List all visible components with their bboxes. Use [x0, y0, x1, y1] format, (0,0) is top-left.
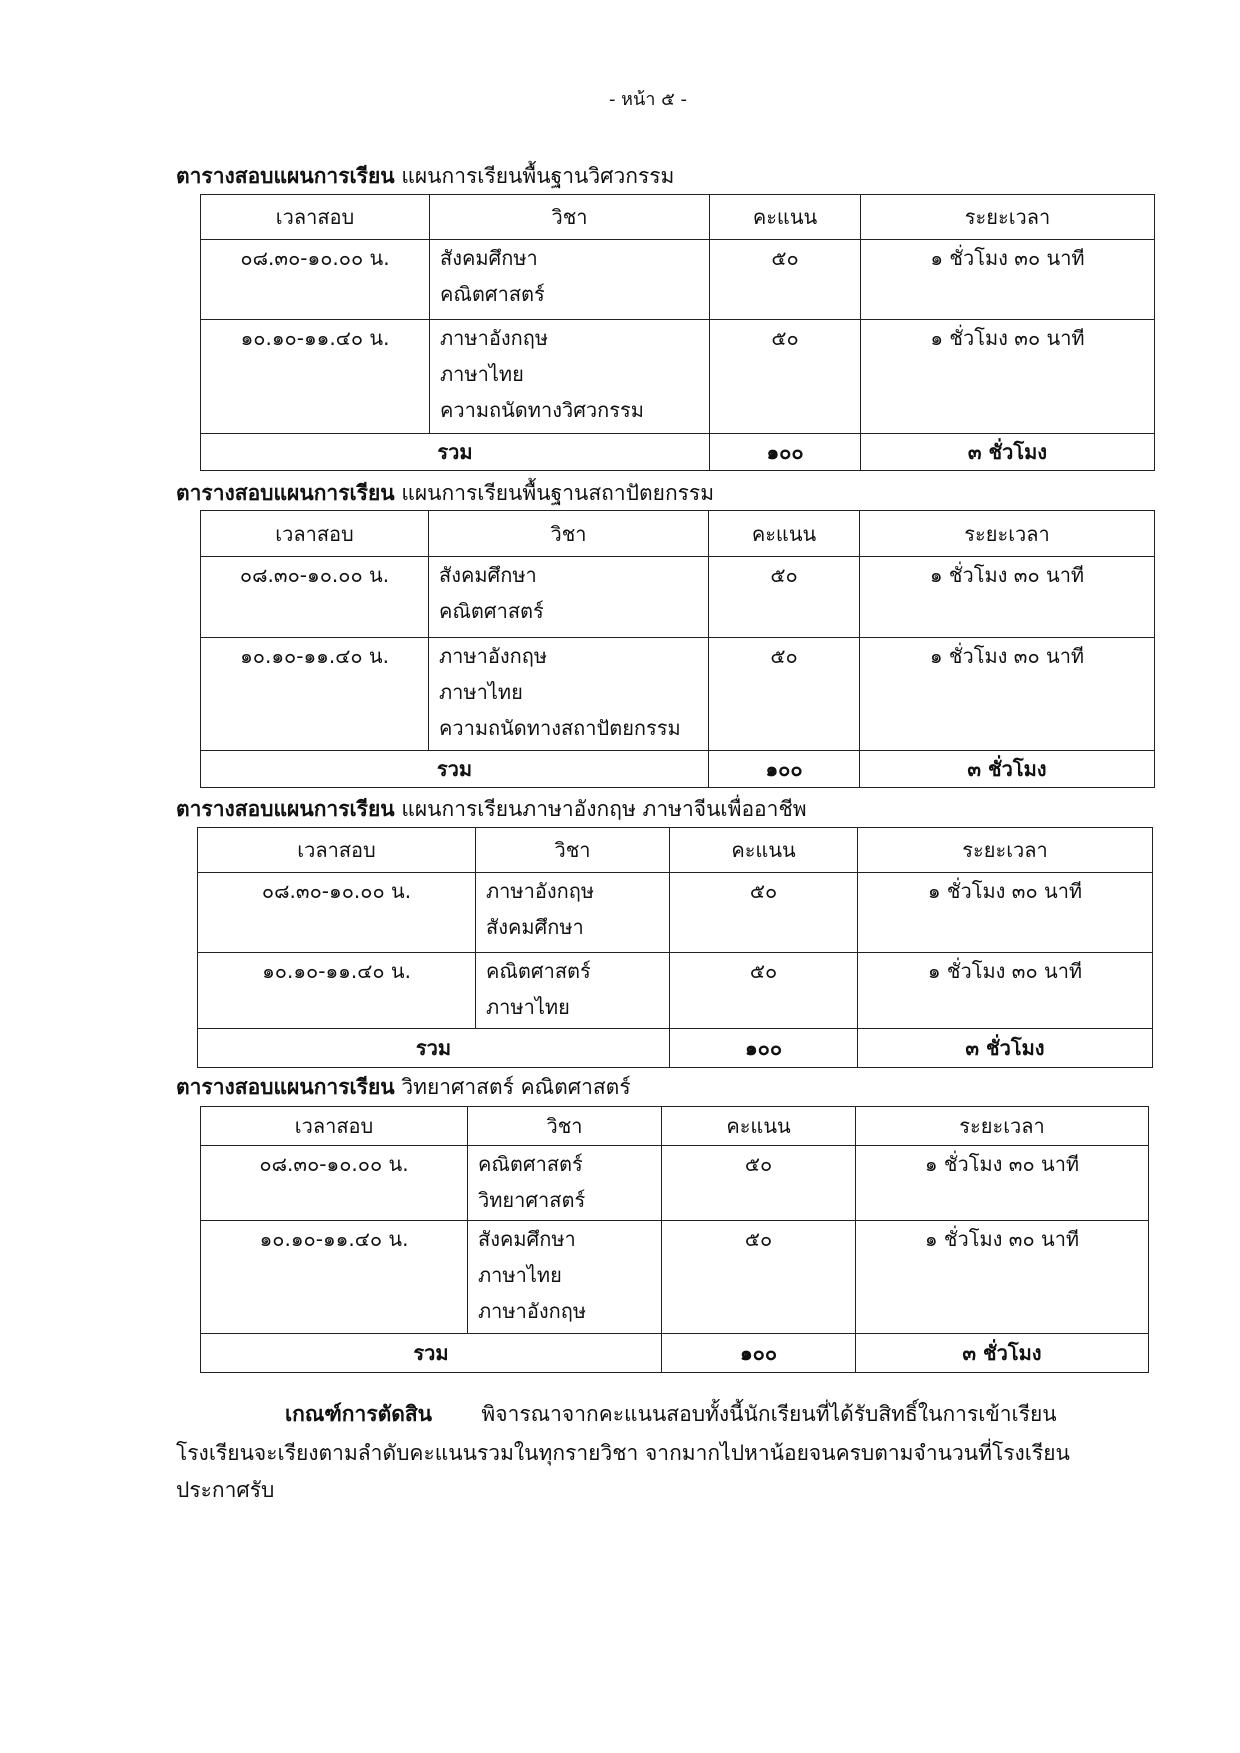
subjects-cell — [476, 953, 670, 1029]
column-header: เวลาสอบ — [201, 511, 429, 557]
subjects-cell — [468, 1221, 662, 1334]
table-header-row — [198, 828, 1153, 873]
subject: สังคมศึกษา — [478, 1227, 576, 1251]
subjects-cell — [430, 240, 710, 320]
duration: ๑ ชั่วโมง ๓๐ นาที — [861, 240, 1155, 320]
criteria-label: เกณฑ์การตัดสิน — [285, 1402, 433, 1426]
duration: ๑ ชั่วโมง ๓๐ นาที — [856, 1146, 1149, 1221]
criteria-text-1: พิจารณาจากคะแนนสอบทั้งนี้นักเรียนที่ได้รับสิทธิ์ในการเข้าเรียน — [481, 1402, 1057, 1426]
subject: สังคมศึกษา — [486, 915, 584, 939]
column-header: เวลาสอบ — [198, 828, 476, 873]
subject: คณิตศาสตร์ — [478, 1152, 583, 1176]
exam-time: ๐๘.๓๐-๑๐.๐๐ น. — [198, 873, 476, 953]
column-header: วิชา — [430, 195, 710, 240]
table-title-plan: แผนการเรียนพื้นฐานสถาปัตยกรรม — [401, 481, 715, 505]
score: ๕๐ — [710, 320, 861, 434]
total-label: รวม — [201, 1334, 662, 1373]
duration: ๑ ชั่วโมง ๓๐ นาที — [858, 873, 1153, 953]
column-header: ระยะเวลา — [861, 195, 1155, 240]
page-number: - หน้า ๕ - — [608, 89, 688, 110]
table-total-row — [201, 751, 1155, 788]
subject: คณิตศาสตร์ — [440, 282, 545, 306]
subjects-cell — [429, 638, 709, 751]
criteria-line-2: โรงเรียนจะเรียงตามลำดับคะแนนรวมในทุกรายวิชา จากมากไปหาน้อยจนครบตามจำนวนที่โรงเรียน — [176, 1441, 1070, 1465]
exam-time: ๑๐.๑๐-๑๑.๔๐ น. — [201, 638, 429, 751]
column-header: คะแนน — [662, 1107, 856, 1146]
table-total-row — [201, 1334, 1149, 1373]
exam-schedule-table — [197, 827, 1153, 1068]
subjects-cell — [476, 873, 670, 953]
table-title — [176, 477, 714, 510]
total-score: ๑๐๐ — [709, 751, 860, 788]
table-title-plan: วิทยาศาสตร์ คณิตศาสตร์ — [401, 1075, 631, 1099]
subject: ภาษาอังกฤษ — [486, 879, 595, 903]
subject: ภาษาไทย — [478, 1263, 562, 1287]
table-row — [198, 953, 1153, 1029]
table-title — [176, 1071, 631, 1104]
subject: สังคมศึกษา — [440, 246, 538, 270]
table-title-label: ตารางสอบแผนการเรียน — [176, 481, 395, 505]
table-title-plan: แผนการเรียนพื้นฐานวิศวกรรม — [401, 164, 675, 188]
subject: ความถนัดทางวิศวกรรม — [440, 398, 644, 422]
column-header: วิชา — [468, 1107, 662, 1146]
table-title-label: ตารางสอบแผนการเรียน — [176, 1075, 395, 1099]
exam-schedule-table — [200, 510, 1155, 788]
table-row — [198, 873, 1153, 953]
score: ๕๐ — [709, 638, 860, 751]
total-duration: ๓ ชั่วโมง — [860, 751, 1155, 788]
exam-time: ๑๐.๑๐-๑๑.๔๐ น. — [198, 953, 476, 1029]
table-row — [201, 557, 1155, 638]
duration: ๑ ชั่วโมง ๓๐ นาที — [856, 1221, 1149, 1334]
exam-time: ๐๘.๓๐-๑๐.๐๐ น. — [201, 240, 430, 320]
subjects-cell — [429, 557, 709, 638]
duration: ๑ ชั่วโมง ๓๐ นาที — [860, 557, 1155, 638]
total-duration: ๓ ชั่วโมง — [861, 434, 1155, 471]
total-score: ๑๐๐ — [710, 434, 861, 471]
column-header: ระยะเวลา — [856, 1107, 1149, 1146]
exam-schedule-table — [200, 194, 1155, 471]
exam-time: ๐๘.๓๐-๑๐.๐๐ น. — [201, 557, 429, 638]
total-score: ๑๐๐ — [670, 1029, 858, 1068]
score: ๕๐ — [709, 557, 860, 638]
table-total-row — [198, 1029, 1153, 1068]
subject: สังคมศึกษา — [439, 563, 537, 587]
table-row — [201, 320, 1155, 434]
criteria-line-1 — [285, 1398, 1057, 1431]
subject: ภาษาไทย — [440, 362, 524, 386]
subject: ภาษาอังกฤษ — [440, 326, 549, 350]
table-row — [201, 1221, 1149, 1334]
subjects-cell — [430, 320, 710, 434]
duration: ๑ ชั่วโมง ๓๐ นาที — [861, 320, 1155, 434]
column-header: เวลาสอบ — [201, 1107, 468, 1146]
total-label: รวม — [201, 751, 709, 788]
table-row — [201, 638, 1155, 751]
total-label: รวม — [201, 434, 710, 471]
total-label: รวม — [198, 1029, 670, 1068]
table-title — [176, 160, 674, 193]
subject: ภาษาไทย — [439, 680, 523, 704]
column-header: เวลาสอบ — [201, 195, 430, 240]
subject: คณิตศาสตร์ — [439, 599, 544, 623]
score: ๕๐ — [662, 1146, 856, 1221]
table-title-label: ตารางสอบแผนการเรียน — [176, 797, 395, 821]
column-header: คะแนน — [709, 511, 860, 557]
subject: ภาษาอังกฤษ — [439, 644, 548, 668]
subject: ภาษาไทย — [486, 995, 570, 1019]
subjects-cell — [468, 1146, 662, 1221]
criteria-line-3: ประกาศรับ — [176, 1478, 275, 1502]
subject: ความถนัดทางสถาปัตยกรรม — [439, 716, 681, 740]
column-header: ระยะเวลา — [860, 511, 1155, 557]
column-header: วิชา — [476, 828, 670, 873]
table-title — [176, 793, 807, 826]
score: ๕๐ — [710, 240, 861, 320]
exam-time: ๐๘.๓๐-๑๐.๐๐ น. — [201, 1146, 468, 1221]
subject: วิทยาศาสตร์ — [478, 1188, 586, 1212]
column-header: ระยะเวลา — [858, 828, 1153, 873]
exam-time: ๑๐.๑๐-๑๑.๔๐ น. — [201, 320, 430, 434]
table-title-label: ตารางสอบแผนการเรียน — [176, 164, 395, 188]
duration: ๑ ชั่วโมง ๓๐ นาที — [858, 953, 1153, 1029]
subject: ภาษาอังกฤษ — [478, 1299, 587, 1323]
table-header-row — [201, 1107, 1149, 1146]
total-duration: ๓ ชั่วโมง — [858, 1029, 1153, 1068]
column-header: คะแนน — [710, 195, 861, 240]
total-score: ๑๐๐ — [662, 1334, 856, 1373]
table-title-plan: แผนการเรียนภาษาอังกฤษ ภาษาจีนเพื่ออาชีพ — [401, 797, 807, 821]
table-header-row — [201, 195, 1155, 240]
column-header: คะแนน — [670, 828, 858, 873]
score: ๕๐ — [662, 1221, 856, 1334]
table-row — [201, 1146, 1149, 1221]
duration: ๑ ชั่วโมง ๓๐ นาที — [860, 638, 1155, 751]
table-row — [201, 240, 1155, 320]
subject: คณิตศาสตร์ — [486, 959, 591, 983]
table-header-row — [201, 511, 1155, 557]
exam-schedule-table — [200, 1106, 1149, 1373]
total-duration: ๓ ชั่วโมง — [856, 1334, 1149, 1373]
exam-time: ๑๐.๑๐-๑๑.๔๐ น. — [201, 1221, 468, 1334]
score: ๕๐ — [670, 953, 858, 1029]
table-total-row — [201, 434, 1155, 471]
column-header: วิชา — [429, 511, 709, 557]
score: ๕๐ — [670, 873, 858, 953]
